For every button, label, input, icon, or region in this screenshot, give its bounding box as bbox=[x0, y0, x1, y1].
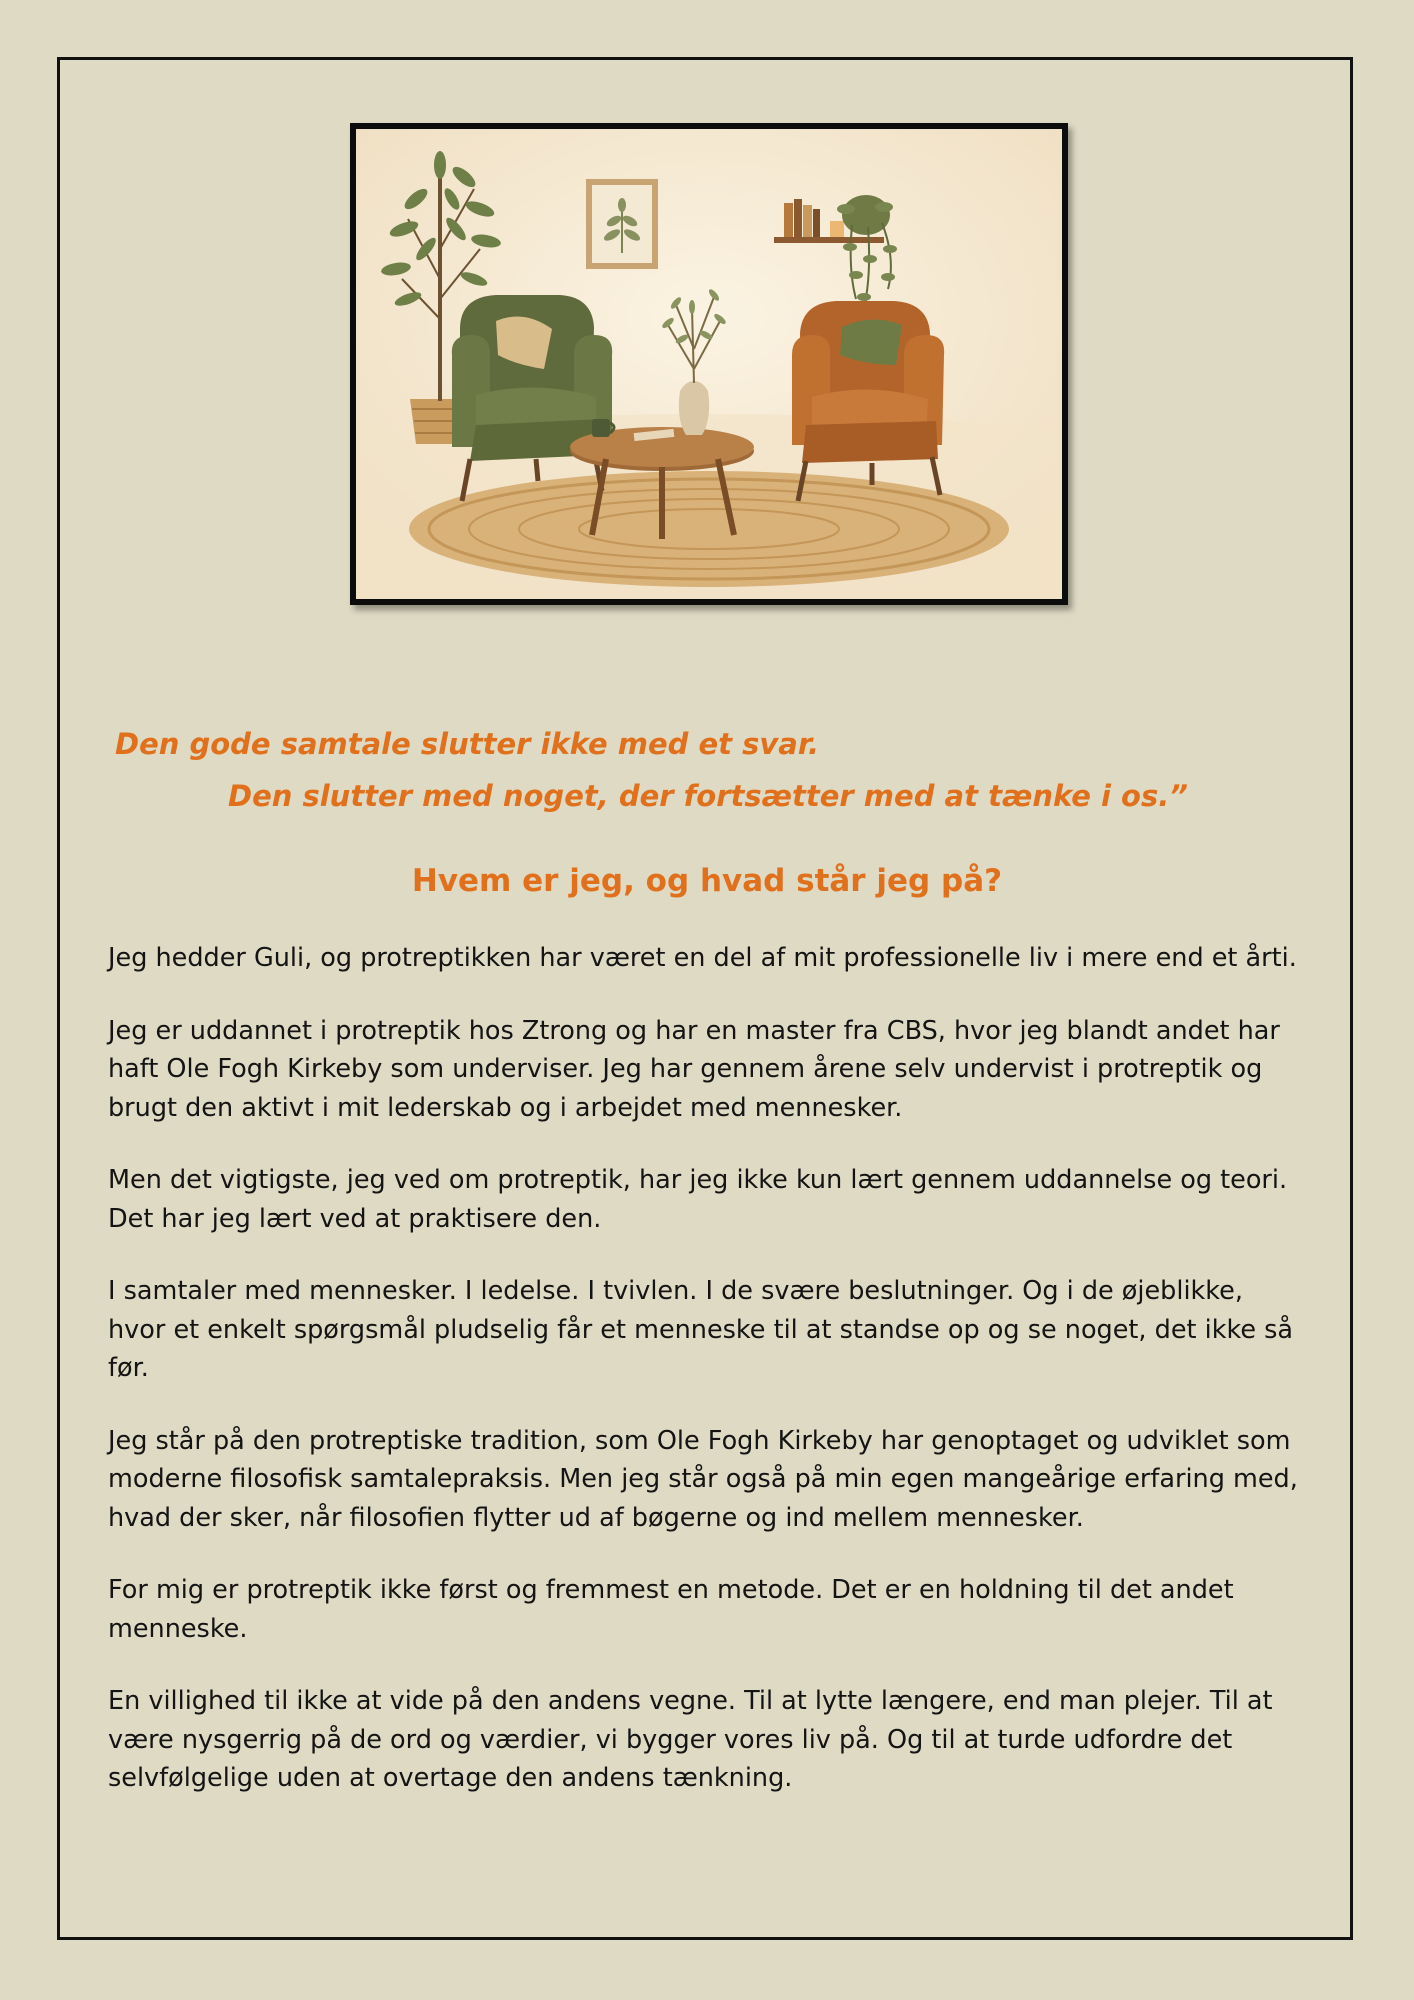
illustration-graphic bbox=[356, 129, 1062, 599]
quote-line-1: Den gode samtale slutter ikke med et svar. bbox=[115, 727, 820, 761]
quote-line-2: Den slutter med noget, der fortsætter med at tænke i os.” bbox=[228, 779, 1188, 813]
paragraph: Jeg er uddannet i protreptik hos Ztrong og har en master fra CBS, hvor jeg blandt andet har haft Ole Fogh Kirkeby som underviser. Jeg har gennem årene selv undervist i protreptik og brugt den aktivt i mit lederskab og i arbejdet med mennesker. bbox=[108, 1015, 1280, 1123]
section-heading: Hvem er jeg, og hvad står jeg på? bbox=[411, 863, 1003, 899]
paragraph: For mig er protreptik ikke først og fremmest en metode. Det er en holdning til det andet menneske. bbox=[108, 1575, 1234, 1644]
body-text bbox=[108, 939, 1308, 1832]
paragraph: Jeg hedder Guli, og protreptikken har været en del af mit professionelle liv i mere end et årti. bbox=[108, 943, 1297, 973]
illustration-two-armchairs bbox=[350, 123, 1068, 605]
paragraph: En villighed til ikke at vide på den andens vegne. Til at lytte længere, end man plejer. Til at være nysgerrig på de ord og værdier, vi bygger vores liv på. Og til at turde udfordre det selvfølgelige uden at overtage den andens tænkning. bbox=[108, 1686, 1273, 1793]
paragraph: Men det vigtigste, jeg ved om protreptik, har jeg ikke kun lært gennem uddannelse og teori. Det har jeg lært ved at praktisere den. bbox=[108, 1165, 1288, 1234]
paragraph: Jeg står på den protreptiske tradition, som Ole Fogh Kirkeby har genoptaget og udviklet som moderne filosofisk samtalepraksis. Men jeg står også på min egen mangeårige erfaring med, hvad der sker, når filosofien flytter ud af bøgerne og ind mellem mennesker. bbox=[108, 1425, 1298, 1533]
paragraph: I samtaler med mennesker. I ledelse. I tvivlen. I de svære beslutninger. Og i de øjeblikke, hvor et enkelt spørgsmål pludselig får et menneske til at standse op og se noget, det ikke så før. bbox=[108, 1276, 1294, 1383]
